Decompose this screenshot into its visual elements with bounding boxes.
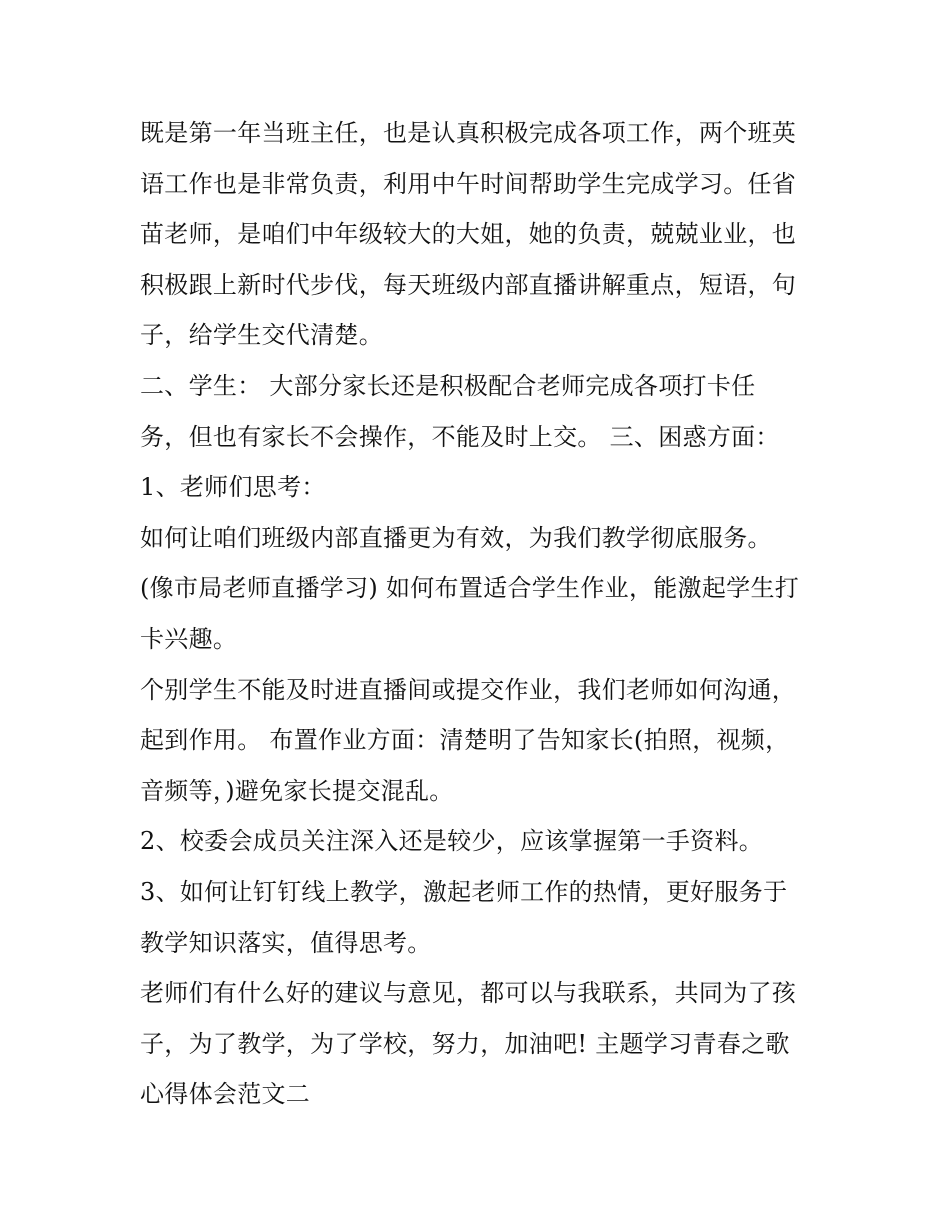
text-line: 老师们有什么好的建议与意见，都可以与我联系，共同为了孩 xyxy=(140,979,797,1008)
text-line: 卡兴趣。 xyxy=(140,624,238,653)
text-line: 2、校委会成员关注深入还是较少，应该掌握第一手资料。 xyxy=(140,827,764,856)
text-line: 如何让咱们班级内部直播更为有效，为我们教学彻底服务。 xyxy=(140,523,772,552)
text-line: (像市局老师直播学习) 如何布置适合学生作业，能激起学生打 xyxy=(140,574,800,603)
text-line: 语工作也是非常负责，利用中午时间帮助学生完成学习。任省 xyxy=(140,169,797,198)
text-line: 务，但也有家长不会操作，不能及时上交。 三、困惑方面： xyxy=(140,422,780,451)
document-body xyxy=(140,108,840,1120)
text-line: 个别学生不能及时进直播间或提交作业，我们老师如何沟通， xyxy=(140,675,797,704)
text-line: 起到作用。 布置作业方面：清楚明了告知家长(拍照，视频， xyxy=(140,726,790,755)
text-line: 教学知识落实，值得思考。 xyxy=(140,928,432,957)
text-line: 心得体会范文二 xyxy=(140,1080,311,1109)
text-line: 3、如何让钉钉线上教学，激起老师工作的热情，更好服务于 xyxy=(140,877,788,906)
text-line: 子，给学生交代清楚。 xyxy=(140,321,383,350)
text-line: 积极跟上新时代步伐，每天班级内部直播讲解重点，短语，句 xyxy=(140,270,797,299)
text-line: 1、老师们思考： xyxy=(140,473,326,502)
text-line: 既是第一年当班主任，也是认真积极完成各项工作，两个班英 xyxy=(140,119,797,147)
text-line: 音频等，)避免家长提交混乱。 xyxy=(140,776,454,805)
text-line: 苗老师，是咱们中年级较大的大姐，她的负责，兢兢业业，也 xyxy=(140,220,797,249)
text-line: 子，为了教学，为了学校，努力，加油吧! 主题学习青春之歌 xyxy=(140,1029,790,1058)
text-line: 二、学生： 大部分家长还是积极配合老师完成各项打卡任 xyxy=(140,371,756,400)
